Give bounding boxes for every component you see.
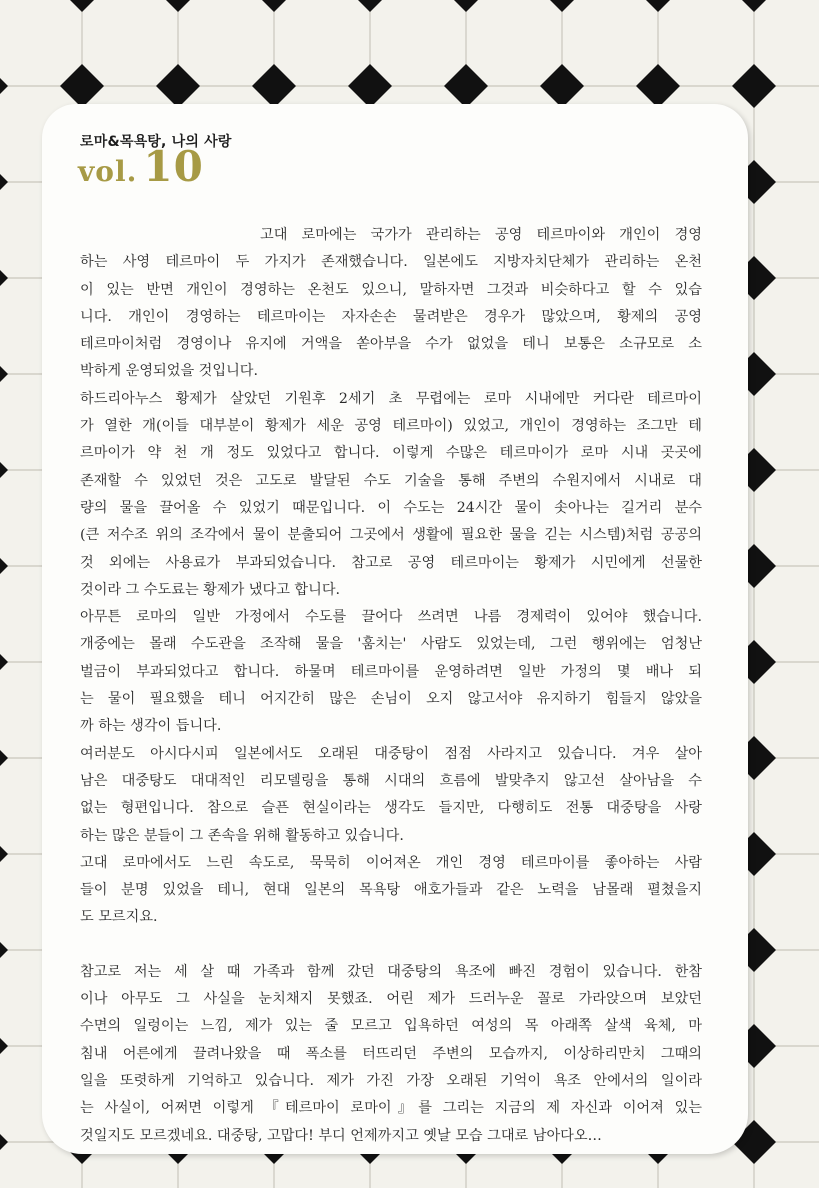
text-line: 박하게 운영되었을 것입니다. [80, 363, 258, 380]
text-line: (큰 저수조 위의 조각에서 물이 분출되어 그곳에서 생활에 필요한 물을 긷는 시스템)처럼 공공의 [80, 527, 702, 544]
text-line: 일을 또렷하게 기억하고 있습니다. 제가 가진 가장 오래된 기억이 욕조 안에서의 일이라 [80, 1072, 702, 1089]
text-line: 개중에는 몰래 수도관을 조작해 물을 '훔치는' 사람도 있었는데, 그런 행위에는 엄청난 [80, 636, 702, 653]
text-line: 벌금이 부과되었다고 합니다. 하물며 테르마이를 운영하려면 일반 가정의 몇 배나 되 [80, 663, 702, 680]
text-line: 이나 아무도 그 사실을 눈치채지 못했죠. 어린 제가 드러누운 꼴로 가라앉으며 보았던 [80, 991, 702, 1008]
text-line: 존재할 수 있었던 것은 고도로 발달된 수도 기술을 통해 주변의 수원지에서 시내로 대 [80, 472, 702, 489]
volume-label: vol. [78, 155, 138, 188]
text-line: 들이 분명 있었을 테니, 현대 일본의 목욕탕 애호가들과 같은 노력을 남몰래 펼쳤을지 [80, 882, 702, 899]
column-title: 로마&목욕탕, 나의 사랑 [80, 134, 232, 150]
text-line: 남은 대중탕도 대대적인 리모델링을 통해 시대의 흐름에 발맞추지 않고선 살아남을 수 [80, 772, 702, 789]
text-line: 는 물이 필요했을 테니 어지간히 많은 손님이 오지 않고서야 유지하기 힘들지 않았을 [80, 691, 702, 708]
paragraph-gap [80, 932, 702, 959]
text-line: 아무튼 로마의 일반 가정에서 수도를 끌어다 쓰려면 나름 경제력이 있어야 했습니다. [80, 609, 702, 626]
text-line: 테르마이처럼 경영이나 유지에 거액을 쏟아부을 수가 없었을 테니 보통은 소규모로 소 [80, 336, 702, 353]
text-line: 여러분도 아시다시피 일본에서도 오래된 대중탕이 점점 사라지고 있습니다. 겨우 살아 [80, 745, 702, 762]
text-line: 참고로 저는 세 살 때 가족과 함께 갔던 대중탕의 욕조에 빠진 경험이 있습니다. 한참 [80, 963, 702, 980]
text-line: 하는 사영 테르마이 두 가지가 존재했습니다. 일본에도 지방자치단체가 관리하는 온천 [80, 254, 702, 271]
text-line: 니다. 개인이 경영하는 테르마이는 자자손손 물려받은 경우가 많았으며, 황제의 공영 [80, 308, 702, 325]
text-line: 없는 형편입니다. 참으로 슬픈 현실이라는 생각도 들지만, 다행히도 전통 대중탕을 사랑 [80, 800, 702, 817]
text-line: 도 모르지요. [80, 909, 158, 926]
text-line: 는 사실이, 어쩌면 이렇게 『테르마이 로마이』를 그리는 지금의 제 자신과 이어져 있는 [80, 1100, 702, 1117]
text-line: 이 있는 반면 개인이 경영하는 온천도 있으니, 말하자면 그것과 비슷하다고 할 수 있습 [80, 281, 702, 298]
text-line: 것 외에는 사용료가 부과되었습니다. 참고로 공영 테르마이는 황제가 시민에게 선물한 [80, 554, 702, 571]
text-line: 르마이가 약 천 개 정도 있었다고 합니다. 이렇게 수많은 테르마이가 로마 시내 곳곳에 [80, 445, 702, 462]
text-line: 고대 로마에는 국가가 관리하는 공영 테르마이와 개인이 경영 [260, 227, 702, 243]
text-line: 량의 물을 끌어올 수 있었기 때문입니다. 이 수도는 24시간 물이 솟아나는 길거리 분수 [80, 499, 702, 516]
text-line: 하는 많은 분들이 그 존속을 위해 활동하고 있습니다. [80, 827, 404, 844]
text-line: 침내 어른에게 끌려나왔을 때 폭소를 터뜨리던 주변의 모습까지, 이상하리만치 그때의 [80, 1045, 702, 1062]
text-line: 까 하는 생각이 듭니다. [80, 718, 222, 735]
volume-number: 10 [143, 142, 204, 191]
text-line: 수면의 일렁이는 느낌, 제가 있는 줄 모르고 입욕하던 여성의 목 아래쪽 살색 육체, 마 [80, 1018, 702, 1035]
text-line: 하드리아누스 황제가 살았던 기원후 2세기 초 무렵에는 로마 시내에만 커다란 테르마이 [80, 390, 702, 407]
volume-heading [78, 142, 204, 191]
essay-body [80, 222, 702, 1150]
text-line: 것이라 그 수도료는 황제가 냈다고 합니다. [80, 581, 341, 598]
text-line: 고대 로마에서도 느린 속도로, 묵묵히 이어져온 개인 경영 테르마이를 좋아하는 사람 [80, 854, 702, 871]
text-line: 것일지도 모르겠네요. 대중탕, 고맙다! 부디 언제까지고 옛날 모습 그대로 남아다오… [80, 1127, 602, 1144]
text-line: 가 열한 개(이들 대부분이 황제가 세운 공영 테르마이) 있었고, 개인이 경영하는 조그만 테 [80, 418, 702, 435]
